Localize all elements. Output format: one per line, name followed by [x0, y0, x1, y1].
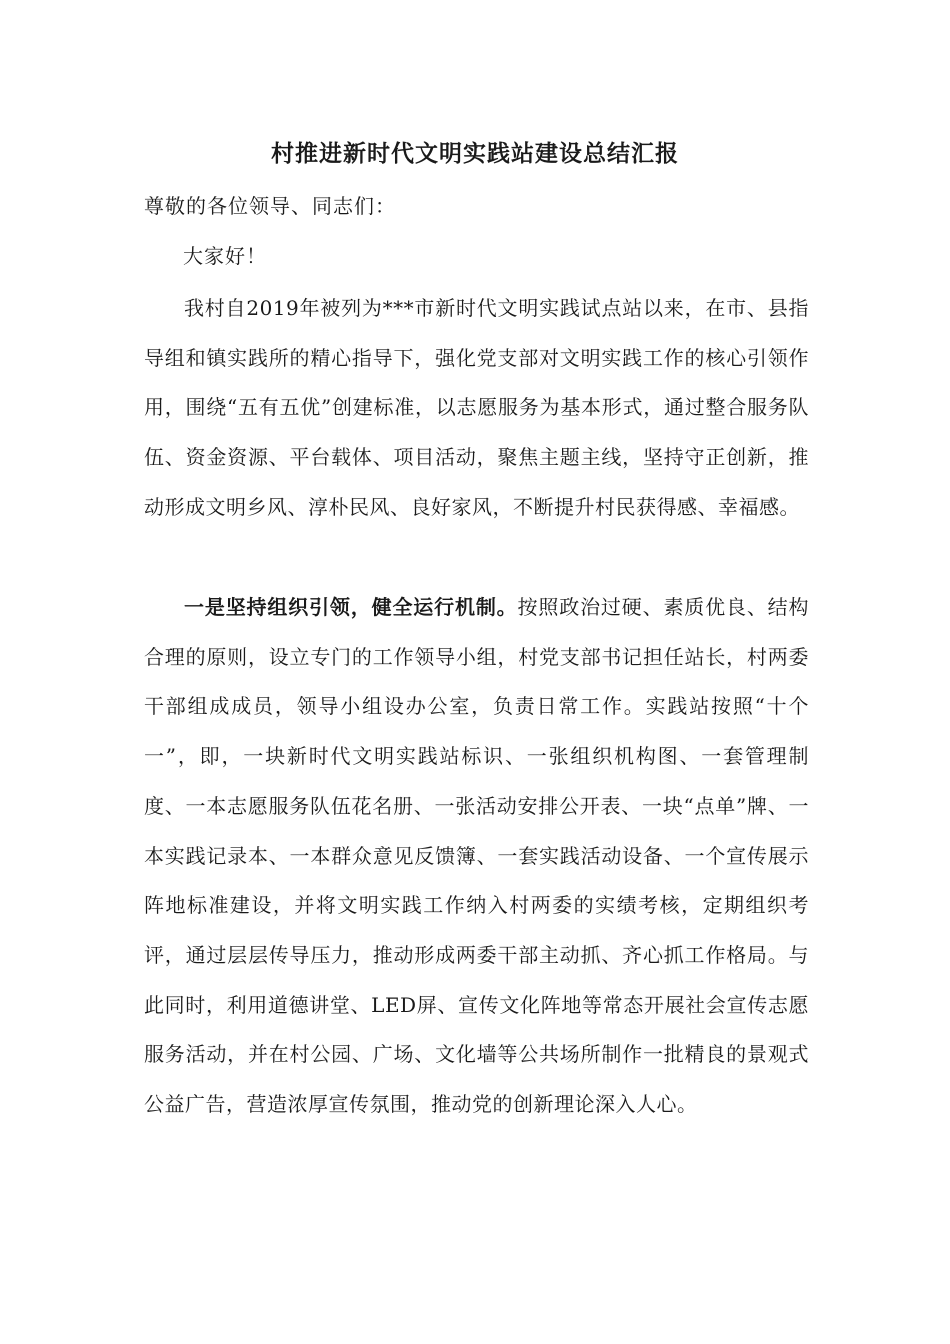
paragraph-text: 我村自2019年被列为***市新时代文明实践试点站以来，在市、县指导组和镇实践所的精心指导下，强化党支部对文明实践工作的核心引领作用，围绕“五有五优”创建标准，以志愿服务为基本形式，通过整合服务队伍、资金资源、平台载体、项目活动，聚焦主题主线，坚持守正创新，推动形成文明乡风、淳朴民风、良好家风，不断提升村民获得感、幸福感。 [144, 296, 809, 519]
paragraph-intro [144, 284, 809, 533]
paragraph-text: 按照政治过硬、素质优良、结构合理的原则，设立专门的工作领导小组，村党支部书记担任站长，村两委干部组成成员，领导小组设办公室，负责日常工作。实践站按照“十个一”，即，一块新时代文明实践站标识、一张组织机构图、一套管理制度、一本志愿服务队伍花名册、一张活动安排公开表、一块“点单”牌、一本实践记录本、一本群众意见反馈簿、一套实践活动设备、一个宣传展示阵地标准建设，并将文明实践工作纳入村两委的实绩考核，定期组织考评，通过层层传导压力，推动形成两委干部主动抓、齐心抓工作格局。与此同时，利用道德讲堂、LED屏、宣传文化阵地等常态开展社会宣传志愿服务活动，并在村公园、广场、文化墙等公共场所制作一批精良的景观式公益广告，营造浓厚宣传氛围，推动党的创新理论深入人心。 [144, 595, 810, 1117]
salutation: 尊敬的各位领导、同志们： [144, 194, 396, 218]
greeting: 大家好！ [183, 244, 267, 268]
document-title: 村推进新时代文明实践站建设总结汇报 [271, 140, 679, 167]
paragraph-lead-heading: 一是坚持组织引领，健全运行机制。 [184, 595, 518, 619]
paragraph-organization [144, 583, 809, 1130]
